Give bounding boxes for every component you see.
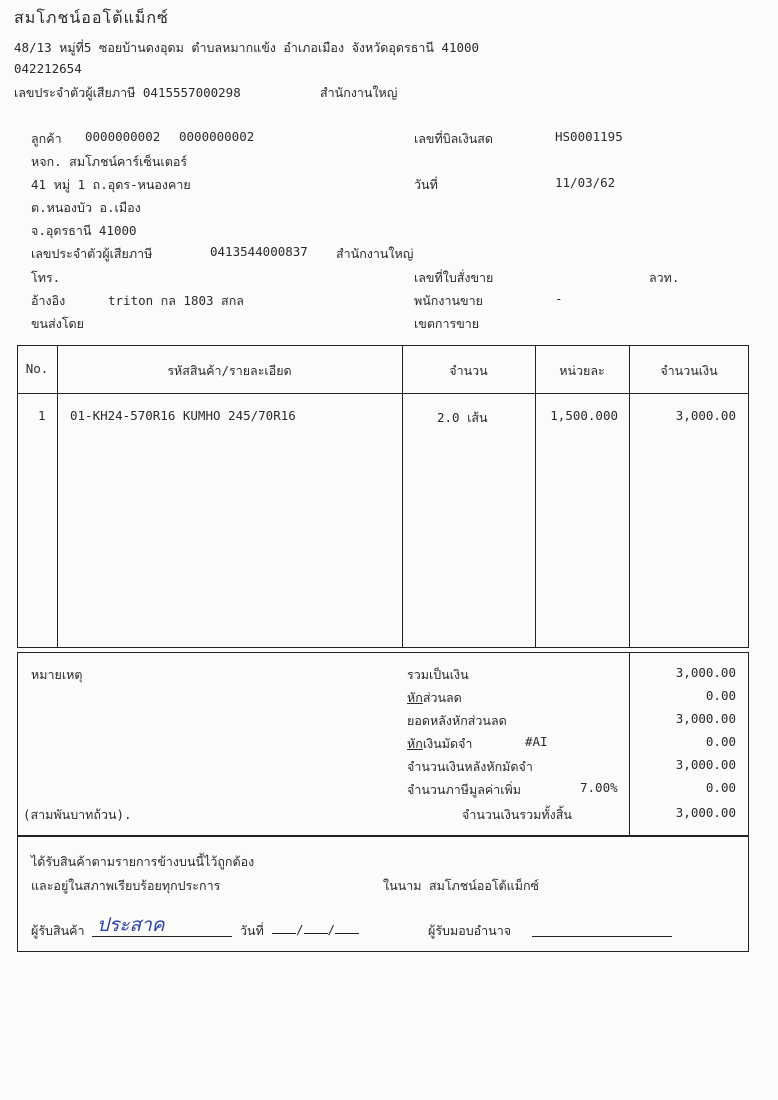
receiver-signature: ประสาค	[97, 914, 165, 936]
after-discount-label: ยอดหลังหักส่วนลด	[407, 713, 507, 728]
after-deposit-label: จำนวนเงินหลังหักมัดจำ	[407, 759, 533, 774]
customer-label: ลูกค้า	[31, 131, 62, 146]
sales-order-value: ลวท.	[649, 270, 680, 285]
authorized-signature-line	[532, 936, 672, 937]
discount-label	[407, 688, 462, 708]
customer-code-2: 0000000002	[179, 129, 255, 144]
header-no: No.	[25, 361, 49, 376]
receiver-label: ผู้รับสินค้า	[31, 923, 85, 938]
on-behalf-text: ในนาม สมโภชน์ออโต้แม็กซ์	[383, 878, 540, 893]
grand-total-label: จำนวนเงินรวมทั้งสิ้น	[462, 807, 572, 822]
row-description: 01-KH24-570R16 KUMHO 245/70R16	[70, 408, 296, 423]
customer-ship-label: ขนส่งโดย	[31, 316, 84, 331]
row-quantity: 2.0 เส้น	[437, 410, 488, 425]
items-table	[17, 345, 749, 648]
header-quantity: จำนวน	[449, 363, 488, 378]
vat-value: 0.00	[705, 780, 736, 795]
sales-area-label: เขตการขาย	[414, 316, 480, 331]
vat-rate: 7.00%	[580, 780, 618, 795]
after-deposit-value: 3,000.00	[675, 757, 736, 772]
customer-phone-label: โทร.	[31, 270, 61, 285]
seller-name: สมโภชน์ออโต้แม็กซ์	[14, 8, 169, 27]
vat-label: จำนวนภาษีมูลค่าเพิ่ม	[407, 782, 521, 797]
bill-date-value: 11/03/62	[555, 175, 616, 190]
bill-no-value: HS0001195	[555, 129, 623, 144]
seller-address: 48/13 หมู่ที่5 ซอยบ้านดงอุดม ตำบลหมากแข้ง อำเภอเมือง จังหวัดอุดรธานี 41000	[14, 40, 480, 55]
summary-divider	[629, 652, 630, 836]
discount-value: 0.00	[705, 688, 736, 703]
discount-text: ส่วนลด	[422, 690, 462, 705]
col-divider	[57, 345, 58, 648]
remark-label: หมายเหตุ	[31, 667, 83, 682]
col-divider	[402, 345, 403, 648]
col-divider	[535, 345, 536, 648]
deposit-text: เงินมัดจำ	[422, 736, 473, 751]
customer-tax-id: 0413544000837	[210, 244, 308, 259]
subtotal-label: รวมเป็นเงิน	[407, 667, 469, 682]
after-discount-value: 3,000.00	[675, 711, 736, 726]
header-description: รหัสสินค้า/รายละเอียด	[167, 363, 292, 378]
customer-address-3: จ.อุดรธานี 41000	[31, 223, 137, 238]
salesperson-label: พนักงานขาย	[414, 293, 483, 308]
received-line-1: ได้รับสินค้าตามรายการข้างบนนี้ไว้ถูกต้อง	[31, 854, 255, 869]
deposit-label	[407, 734, 472, 754]
seller-phone: 042212654	[14, 61, 82, 76]
receive-date-blank: / /	[272, 921, 359, 937]
subtotal-value: 3,000.00	[675, 665, 736, 680]
header-amount: จำนวนเงิน	[660, 363, 718, 378]
receive-date-label: วันที่	[240, 923, 264, 938]
table-header-divider	[17, 393, 749, 394]
customer-name: หจก. สมโภชน์คาร์เซ็นเตอร์	[31, 154, 188, 169]
salesperson-value: -	[555, 291, 563, 306]
received-line-2: และอยู่ในสภาพเรียบร้อยทุกประการ	[31, 878, 221, 893]
customer-ref-value: triton กล 1803 สกล	[108, 293, 244, 308]
customer-branch: สำนักงานใหญ่	[336, 246, 414, 261]
row-unit-price: 1,500.000	[550, 408, 618, 423]
authorized-label: ผู้รับมอบอำนาจ	[428, 923, 512, 938]
deposit-value: 0.00	[705, 734, 736, 749]
discount-prefix: หัก	[407, 690, 423, 705]
grand-total-value: 3,000.00	[675, 805, 736, 820]
seller-tax-id: เลขประจำตัวผู้เสียภาษี 0415557000298	[14, 85, 241, 100]
seller-branch: สำนักงานใหญ่	[320, 85, 398, 100]
bill-no-label: เลขที่บิลเงินสด	[414, 131, 493, 146]
customer-tax-label: เลขประจำตัวผู้เสียภาษี	[31, 246, 153, 261]
row-amount: 3,000.00	[675, 408, 736, 423]
customer-code-1: 0000000002	[85, 129, 161, 144]
row-no: 1	[38, 408, 46, 423]
deposit-prefix: หัก	[407, 736, 423, 751]
bill-date-label: วันที่	[414, 177, 438, 192]
sales-order-label: เลขที่ใบสั่งขาย	[414, 270, 494, 285]
col-divider	[629, 345, 630, 648]
customer-ref-label: อ้างอิง	[31, 293, 66, 308]
customer-address-2: ต.หนองบัว อ.เมือง	[31, 200, 141, 215]
amount-in-words: (สามพันบาทถ้วน).	[23, 807, 132, 822]
customer-address-1: 41 หมู่ 1 ถ.อุดร-หนองคาย	[31, 177, 191, 192]
deposit-extra: #AI	[525, 734, 548, 749]
header-unit-price: หน่วยละ	[559, 363, 605, 378]
